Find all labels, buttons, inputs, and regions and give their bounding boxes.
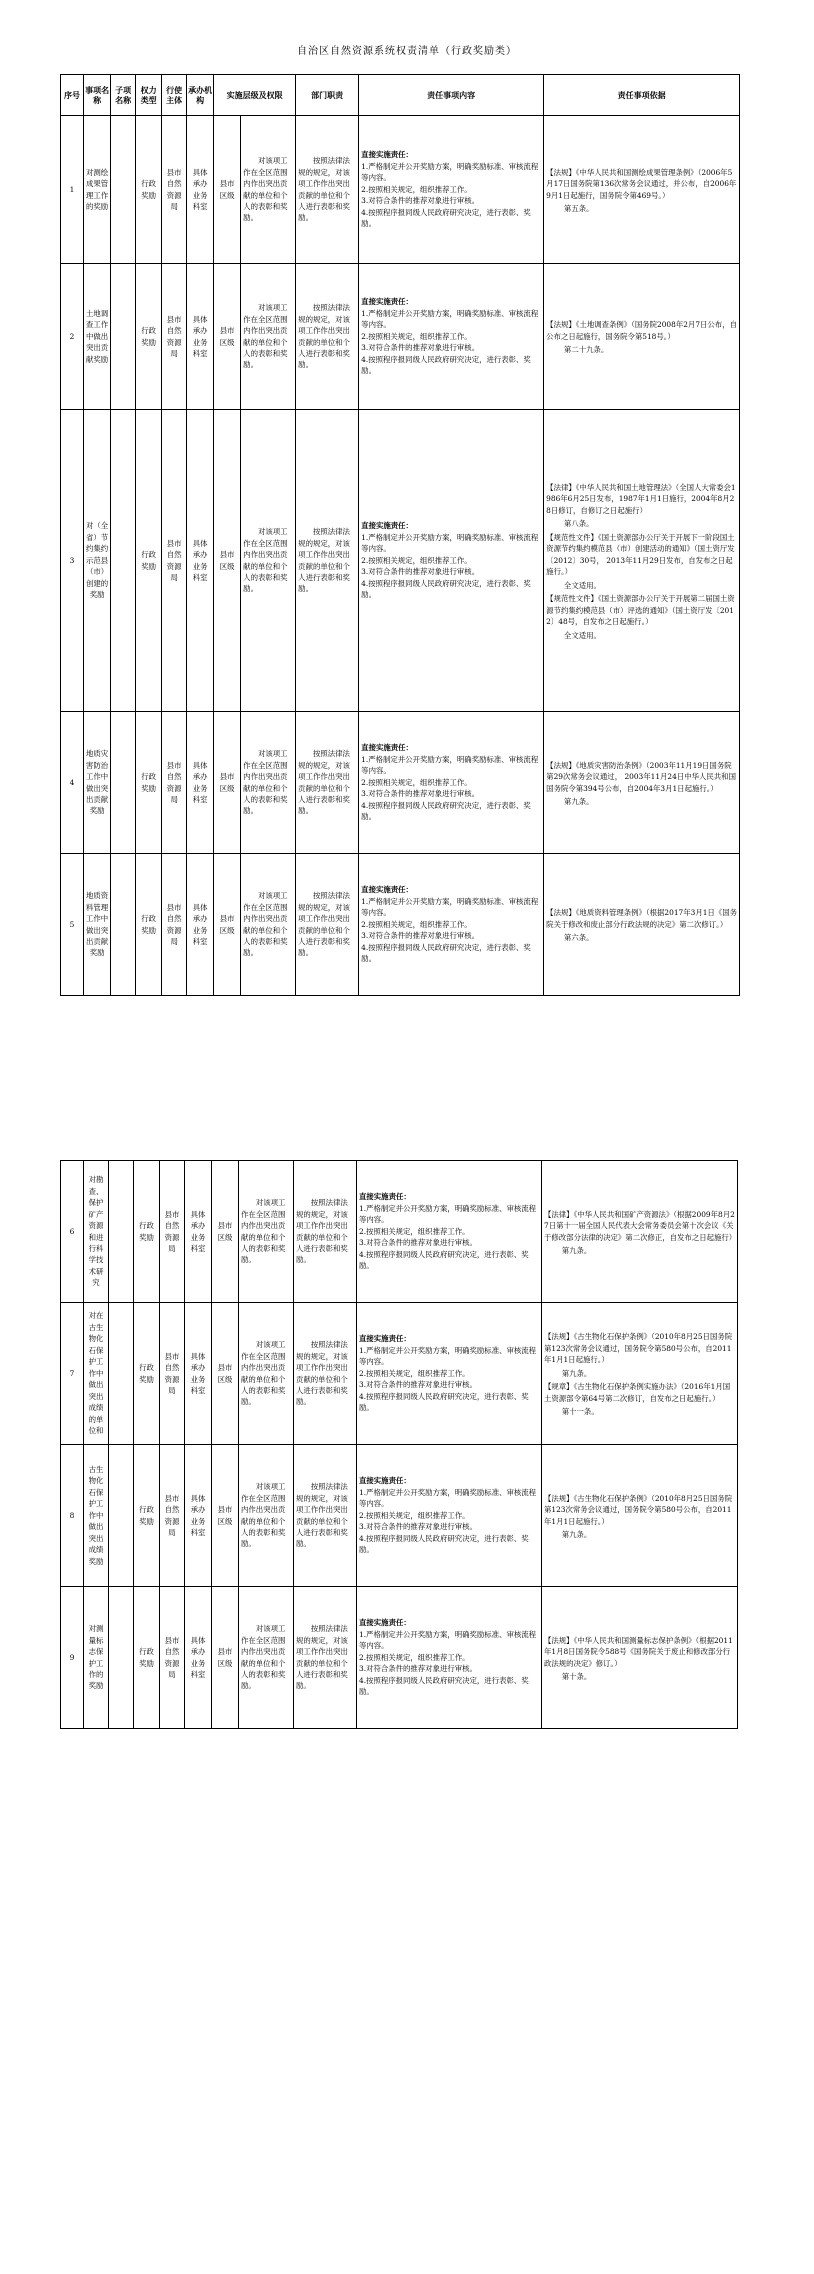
- basis-clause: 第十一条。: [561, 1407, 599, 1417]
- header-type: 权力类型: [136, 75, 162, 116]
- table-row: [61, 264, 740, 410]
- content-line: 4.按照程序报同级人民政府研究决定，进行表彰、奖励。: [359, 1533, 529, 1555]
- document-title: 自治区自然资源系统权责清单（行政奖励类）: [297, 46, 517, 57]
- responsibility-table-page-1: [60, 74, 740, 996]
- department-duty: 按照法律法规的规定，对该项工作作出突出贡献的单位和个人进行表彰和奖励。: [296, 410, 359, 712]
- item-name: 对（全省）节约集约示范县（市）创建的奖励: [84, 410, 111, 712]
- table-row: [61, 410, 740, 712]
- responsibility-content: [359, 116, 544, 264]
- responsibility-basis: [542, 1445, 738, 1587]
- row-number: 5: [61, 854, 84, 996]
- sub-item-name: [109, 1445, 134, 1587]
- item-name: 对在古生物化石保护工作中做出突出成绩的单位和: [84, 1303, 109, 1445]
- content-line: 4.按照程序报同级人民政府研究决定，进行表彰、奖励。: [361, 942, 531, 964]
- responsibility-basis: [542, 1303, 738, 1445]
- handling-org: 具体承办业务科室: [187, 264, 214, 410]
- responsibility-basis: [544, 116, 740, 264]
- exercise-subject: 县市自然资源局: [160, 1303, 185, 1445]
- implementation-level: 县市区级: [214, 264, 241, 410]
- content-line: 3.对符合条件的推荐对象进行审核。: [361, 196, 480, 206]
- department-duty: 按照法律法规的规定，对该项工作作出突出贡献的单位和个人进行表彰和奖励。: [294, 1161, 357, 1303]
- power-type: 行政奖励: [136, 264, 162, 410]
- content-line: 4.按照程序报同级人民政府研究决定，进行表彰、奖励。: [359, 1391, 529, 1413]
- content-line: 3.对符合条件的推荐对象进行审核。: [361, 931, 480, 941]
- content-line: 2.按照相关规定，组织推荐工作。: [359, 1510, 470, 1520]
- content-line: 4.按照程序报同级人民政府研究决定，进行表彰、奖励。: [361, 800, 531, 822]
- content-line: 3.对符合条件的推荐对象进行审核。: [361, 343, 480, 353]
- implementation-scope: 对该项工作在全区范围内作出突出贡献的单位和个人的表彰和奖励。: [241, 854, 296, 996]
- implementation-scope: 对该项工作在全区范围内作出突出贡献的单位和个人的表彰和奖励。: [239, 1587, 294, 1729]
- item-name: 地质资料管理工作中做出突出贡献奖励: [84, 854, 111, 996]
- table-row: [61, 116, 740, 264]
- basis-text: 【规范性文件】《国土资源部办公厅关于开展第二届国土资源节约集约模范县（市）评选的通知》（国土资厅发〔2012〕48号，自发布之日起施行。）: [546, 594, 735, 627]
- row-number: 2: [61, 264, 84, 410]
- content-line: 2.按照相关规定，组织推荐工作。: [361, 555, 472, 565]
- responsibility-content: [359, 712, 544, 854]
- basis-clause: 全文适用。: [563, 580, 601, 590]
- table-row: [61, 1303, 738, 1445]
- content-line: 2.按照相关规定，组织推荐工作。: [359, 1226, 470, 1236]
- handling-org: 具体承办业务科室: [185, 1303, 212, 1445]
- power-type: 行政奖励: [134, 1161, 160, 1303]
- basis-clause: 第九条。: [561, 1245, 592, 1255]
- implementation-level: 县市区级: [212, 1303, 239, 1445]
- department-duty: 按照法律法规的规定，对该项工作作出突出贡献的单位和个人进行表彰和奖励。: [296, 116, 359, 264]
- handling-org: 具体承办业务科室: [187, 410, 214, 712]
- power-type: 行政奖励: [136, 712, 162, 854]
- row-number: 3: [61, 410, 84, 712]
- content-line: 1.严格制定并公开奖励方案，明确奖励标准、审核流程等内容。: [361, 308, 539, 330]
- basis-text: 【法规】《土地调查条例》（国务院2008年2月7日公布，自公布之日起施行，国务院令第518号。）: [546, 320, 737, 341]
- header-basis: 责任事项依据: [544, 75, 740, 116]
- content-heading: 直接实施责任：: [359, 1618, 411, 1628]
- sub-item-name: [111, 854, 136, 996]
- basis-text: 【法律】《中华人民共和国土地管理法》（全国人大常委会1986年6月25日发布，1987年1月1日施行，2004年8月28日修订，自修订之日起施行）: [546, 482, 736, 515]
- item-name: 地质灾害防治工作中做出突出贡献奖励: [84, 712, 111, 854]
- content-line: 1.严格制定并公开奖励方案，明确奖励标准、审核流程等内容。: [359, 1487, 537, 1509]
- basis-clause: 第八条。: [563, 519, 594, 529]
- implementation-scope: 对该项工作在全区范围内作出突出贡献的单位和个人的表彰和奖励。: [239, 1161, 294, 1303]
- content-heading: 直接实施责任：: [361, 743, 413, 753]
- sub-item-name: [111, 712, 136, 854]
- department-duty: 按照法律法规的规定，对该项工作作出突出贡献的单位和个人进行表彰和奖励。: [294, 1587, 357, 1729]
- responsibility-basis: [542, 1161, 738, 1303]
- handling-org: 具体承办业务科室: [185, 1161, 212, 1303]
- responsibility-content: [357, 1587, 542, 1729]
- implementation-level: 县市区级: [214, 410, 241, 712]
- department-duty: 按照法律法规的规定，对该项工作作出突出贡献的单位和个人进行表彰和奖励。: [296, 854, 359, 996]
- content-line: 4.按照程序报同级人民政府研究决定，进行表彰、奖励。: [359, 1249, 529, 1271]
- content-heading: 直接实施责任：: [359, 1334, 411, 1344]
- responsibility-content: [357, 1161, 542, 1303]
- basis-clause: 第九条。: [563, 796, 594, 806]
- content-line: 4.按照程序报同级人民政府研究决定，进行表彰、奖励。: [361, 207, 531, 229]
- implementation-scope: 对该项工作在全区范围内作出突出贡献的单位和个人的表彰和奖励。: [239, 1445, 294, 1587]
- exercise-subject: 县市自然资源局: [162, 410, 187, 712]
- basis-text: 【法规】《古生物化石保护条例》（2010年8月25日国务院第123次常务会议通过，国务院令第580号公布，自2011年1月1日起施行。）: [544, 1332, 733, 1365]
- content-line: 1.严格制定并公开奖励方案，明确奖励标准、审核流程等内容。: [361, 532, 539, 554]
- item-name: 对测量标志保护工作的奖励: [84, 1587, 109, 1729]
- responsibility-content: [357, 1303, 542, 1445]
- implementation-level: 县市区级: [212, 1161, 239, 1303]
- row-number: 1: [61, 116, 84, 264]
- content-line: 4.按照程序报同级人民政府研究决定，进行表彰、奖励。: [361, 578, 531, 600]
- content-line: 3.对符合条件的推荐对象进行审核。: [359, 1664, 477, 1674]
- implementation-scope: 对该项工作在全区范围内作出突出贡献的单位和个人的表彰和奖励。: [239, 1303, 294, 1445]
- implementation-level: 县市区级: [214, 116, 241, 264]
- responsibility-basis: [544, 264, 740, 410]
- implementation-scope: 对该项工作在全区范围内作出突出贡献的单位和个人的表彰和奖励。: [241, 410, 296, 712]
- table-body-page-1: [61, 116, 740, 996]
- implementation-level: 县市区级: [212, 1587, 239, 1729]
- content-line: 2.按照相关规定，组织推荐工作。: [361, 331, 472, 341]
- department-duty: 按照法律法规的规定，对该项工作作出突出贡献的单位和个人进行表彰和奖励。: [294, 1303, 357, 1445]
- basis-text: 【法规】《中华人民共和国测绘成果管理条例》（2006年5月17日国务院第136次常务会议通过，并公布，自2006年9月1日起施行，国务院令第469号。）: [546, 167, 737, 200]
- item-name: 古生物化石保护工作中做出突出成绩奖励: [84, 1445, 109, 1587]
- content-line: 1.严格制定并公开奖励方案，明确奖励标准、审核流程等内容。: [361, 896, 539, 918]
- implementation-level: 县市区级: [212, 1445, 239, 1587]
- table-row: [61, 1161, 738, 1303]
- header-item: 事项名称: [84, 75, 111, 116]
- exercise-subject: 县市自然资源局: [162, 712, 187, 854]
- content-line: 1.严格制定并公开奖励方案，明确奖励标准、审核流程等内容。: [359, 1629, 537, 1651]
- implementation-scope: 对该项工作在全区范围内作出突出贡献的单位和个人的表彰和奖励。: [241, 116, 296, 264]
- item-name: 土地调查工作中做出突出贡献奖励: [84, 264, 111, 410]
- basis-text: 【法规】《古生物化石保护条例》（2010年8月25日国务院第123次常务会议通过，国务院令第580号公布，自2011年1月1日起施行。）: [544, 1493, 733, 1526]
- header-content: 责任事项内容: [359, 75, 544, 116]
- power-type: 行政奖励: [134, 1303, 160, 1445]
- basis-clause: 第五条。: [563, 203, 594, 213]
- item-name: 对测绘成果管理工作的奖励: [84, 116, 111, 264]
- content-heading: 直接实施责任：: [361, 150, 413, 160]
- row-number: 7: [61, 1303, 84, 1445]
- row-number: 6: [61, 1161, 84, 1303]
- department-duty: 按照法律法规的规定，对该项工作作出突出贡献的单位和个人进行表彰和奖励。: [294, 1445, 357, 1587]
- sub-item-name: [111, 410, 136, 712]
- responsibility-basis: [544, 854, 740, 996]
- handling-org: 具体承办业务科室: [187, 854, 214, 996]
- content-heading: 直接实施责任：: [359, 1192, 411, 1202]
- basis-clause: 第九条。: [561, 1529, 592, 1539]
- content-line: 1.严格制定并公开奖励方案，明确奖励标准、审核流程等内容。: [361, 161, 539, 183]
- power-type: 行政奖励: [136, 854, 162, 996]
- basis-clause: 第二十九条。: [563, 345, 609, 355]
- implementation-scope: 对该项工作在全区范围内作出突出贡献的单位和个人的表彰和奖励。: [241, 712, 296, 854]
- responsibility-table-page-2: [60, 1160, 738, 1729]
- sub-item-name: [109, 1161, 134, 1303]
- content-line: 4.按照程序报同级人民政府研究决定，进行表彰、奖励。: [359, 1675, 529, 1697]
- handling-org: 具体承办业务科室: [187, 116, 214, 264]
- content-line: 3.对符合条件的推荐对象进行审核。: [359, 1380, 477, 1390]
- handling-org: 具体承办业务科室: [185, 1587, 212, 1729]
- basis-clause: 第十条。: [561, 1671, 592, 1681]
- exercise-subject: 县市自然资源局: [162, 116, 187, 264]
- sub-item-name: [111, 116, 136, 264]
- content-line: 3.对符合条件的推荐对象进行审核。: [361, 789, 480, 799]
- content-line: 1.严格制定并公开奖励方案，明确奖励标准、审核流程等内容。: [359, 1203, 537, 1225]
- table-body-page-2: [61, 1161, 738, 1729]
- row-number: 8: [61, 1445, 84, 1587]
- header-org: 承办机构: [187, 75, 214, 116]
- sub-item-name: [109, 1303, 134, 1445]
- basis-text: 【法规】《中华人民共和国测量标志保护条例》（根据2011年1月8日国务院令588号《国务院关于废止和修改部分行政法规的决定》修订。）: [544, 1635, 733, 1668]
- basis-clause: 第六条。: [563, 933, 594, 943]
- header-no: 序号: [61, 75, 84, 116]
- department-duty: 按照法律法规的规定，对该项工作作出突出贡献的单位和个人进行表彰和奖励。: [296, 712, 359, 854]
- responsibility-basis: [544, 410, 740, 712]
- table-header-row: [61, 75, 740, 116]
- content-line: 4.按照程序报同级人民政府研究决定，进行表彰、奖励。: [361, 354, 531, 376]
- content-line: 1.严格制定并公开奖励方案，明确奖励标准、审核流程等内容。: [361, 754, 539, 776]
- exercise-subject: 县市自然资源局: [160, 1445, 185, 1587]
- content-line: 1.严格制定并公开奖励方案，明确奖励标准、审核流程等内容。: [359, 1345, 537, 1367]
- implementation-level: 县市区级: [214, 854, 241, 996]
- content-heading: 直接实施责任：: [359, 1476, 411, 1486]
- basis-clause: 全文适用。: [563, 630, 601, 640]
- power-type: 行政奖励: [134, 1445, 160, 1587]
- responsibility-content: [359, 410, 544, 712]
- implementation-scope: 对该项工作在全区范围内作出突出贡献的单位和个人的表彰和奖励。: [241, 264, 296, 410]
- table-row: [61, 854, 740, 996]
- implementation-level: 县市区级: [214, 712, 241, 854]
- content-heading: 直接实施责任：: [361, 521, 413, 531]
- sub-item-name: [111, 264, 136, 410]
- exercise-subject: 县市自然资源局: [160, 1587, 185, 1729]
- exercise-subject: 县市自然资源局: [162, 854, 187, 996]
- basis-clause: 第九条。: [561, 1368, 592, 1378]
- table-row: [61, 712, 740, 854]
- exercise-subject: 县市自然资源局: [160, 1161, 185, 1303]
- basis-text: 【法律】《中华人民共和国矿产资源法》（根据2009年8月27日第十一届全国人民代表大会常务委员会第十次会议《关于修改部分法律的决定》第二次修正，自发布之日起施行）: [544, 1209, 737, 1242]
- basis-text: 【规章】《古生物化石保护条例实施办法》（2016年1月国土资源部令第64号第二次修订，自发布之日起施行。）: [544, 1382, 731, 1403]
- basis-text: 【规范性文件】《国土资源部办公厅关于开展下一阶段国土资源节约集约模范县（市）创建活动的通知》（国土资厅发〔2012〕30号， 2013年11月29日发布，自发布之日起施行。）: [546, 532, 735, 577]
- power-type: 行政奖励: [136, 410, 162, 712]
- row-number: 4: [61, 712, 84, 854]
- table-row: [61, 1587, 738, 1729]
- content-line: 2.按照相关规定，组织推荐工作。: [361, 919, 472, 929]
- department-duty: 按照法律法规的规定，对该项工作作出突出贡献的单位和个人进行表彰和奖励。: [296, 264, 359, 410]
- content-line: 3.对符合条件的推荐对象进行审核。: [359, 1238, 477, 1248]
- basis-text: 【法规】《地质资料管理条例》（根据2017年3月1日《国务院关于修改和废止部分行政法规的决定》第二次修订。）: [546, 908, 737, 929]
- exercise-subject: 县市自然资源局: [162, 264, 187, 410]
- handling-org: 具体承办业务科室: [187, 712, 214, 854]
- content-line: 2.按照相关规定，组织推荐工作。: [361, 777, 472, 787]
- content-line: 2.按照相关规定，组织推荐工作。: [359, 1368, 470, 1378]
- responsibility-content: [359, 854, 544, 996]
- responsibility-basis: [544, 712, 740, 854]
- row-number: 9: [61, 1587, 84, 1729]
- basis-text: 【法规】《地质灾害防治条例》（2003年11月19日国务院第29次常务会议通过， 2003年11月24日中华人民共和国国务院令第394号公布，自2004年3月1日起施行。）: [546, 760, 736, 793]
- content-heading: 直接实施责任：: [361, 297, 413, 307]
- responsibility-basis: [542, 1587, 738, 1729]
- header-subject: 行使主体: [162, 75, 187, 116]
- content-line: 2.按照相关规定，组织推荐工作。: [361, 184, 472, 194]
- header-level: 实施层级及权限: [214, 75, 296, 116]
- content-heading: 直接实施责任：: [361, 885, 413, 895]
- sub-item-name: [109, 1587, 134, 1729]
- content-line: 3.对符合条件的推荐对象进行审核。: [359, 1522, 477, 1532]
- table-row: [61, 1445, 738, 1587]
- content-line: 3.对符合条件的推荐对象进行审核。: [361, 567, 480, 577]
- responsibility-content: [357, 1445, 542, 1587]
- power-type: 行政奖励: [134, 1587, 160, 1729]
- content-line: 2.按照相关规定，组织推荐工作。: [359, 1652, 470, 1662]
- power-type: 行政奖励: [136, 116, 162, 264]
- header-sub: 子项名称: [111, 75, 136, 116]
- header-duty: 部门职责: [296, 75, 359, 116]
- responsibility-content: [359, 264, 544, 410]
- handling-org: 具体承办业务科室: [185, 1445, 212, 1587]
- item-name: 对勘查、保护矿产资源和进行科学技术研究: [84, 1161, 109, 1303]
